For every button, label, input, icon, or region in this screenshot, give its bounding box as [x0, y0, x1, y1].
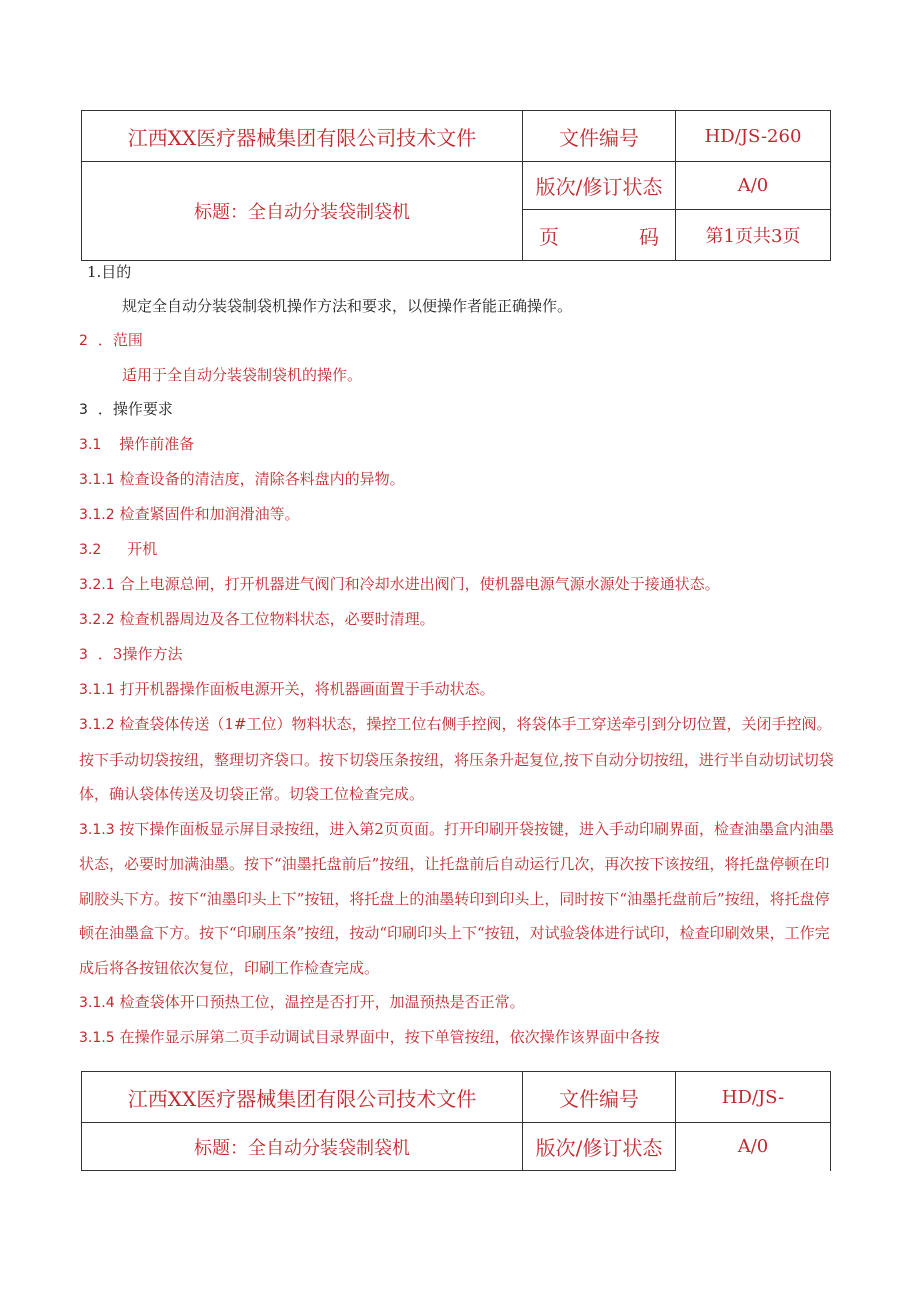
- section-3-title: ．操作要求: [97, 400, 173, 418]
- section-3-2-2-number: 3.2.2: [79, 612, 115, 628]
- section-3-3-5-number: 3.1.5: [79, 1030, 115, 1046]
- section-3-3-3-number: 3.1.3: [79, 821, 115, 838]
- section-3-1-2-number: 3.1.2: [79, 507, 115, 523]
- section-2-heading: [79, 323, 844, 358]
- section-3-3-1-text: 打开机器操作面板电源开关，将机器画面置于手动状态。: [119, 680, 495, 698]
- document-header-table: [81, 110, 831, 261]
- doc-number-label-2: 文件编号: [523, 1072, 676, 1123]
- section-3-2-1: [79, 567, 844, 602]
- section-3-2-2: [79, 602, 844, 637]
- section-3-heading: [79, 392, 844, 427]
- section-1-body: 规定全自动分装袋制袋机操作方法和要求，以便操作者能正确操作。: [122, 297, 573, 315]
- section-3-3-2-text: 检查袋体传送（1#工位）物料状态，操控工位右侧手控阀，将袋体手工穿送牵引到分切位置，关闭手控阀。按下手动切袋按纽，整理切齐袋口。按下切袋压条按纽，将压条升起复位,按下自动分切按纽，进行半自动切试切袋体，确认袋体传送及切袋正常。切袋工位检查完成。: [79, 715, 834, 803]
- section-3-1-number: 3.1: [79, 437, 102, 453]
- section-2-body: 适用于全自动分装袋制袋机的操作。: [122, 366, 363, 384]
- page-label-b: 码: [639, 224, 659, 249]
- section-3-3-3: [79, 812, 844, 986]
- section-3-2-1-number: 3.2.1: [79, 577, 115, 593]
- section-3-3-1: [79, 672, 844, 707]
- revision-label-2: 版次/修订状态: [523, 1123, 676, 1171]
- section-3-3-2-number: 3.1.2: [79, 717, 115, 733]
- section-3-3-title: ．3操作方法: [97, 645, 183, 663]
- document-header-table-2: [81, 1071, 831, 1171]
- section-3-3-5-text: 在操作显示屏第二页手动调试目录界面中，按下单管按纽，依次操作该界面中各按: [119, 1028, 660, 1046]
- doc-subject-title-2: 标题：全自动分装袋制袋机: [82, 1123, 523, 1171]
- section-3-2-1-text: 合上电源总闸，打开机器进气阀门和冷却水进出阀门，使机器电源气源水源处于接通状态。: [119, 575, 720, 593]
- page-label-a: 页: [539, 224, 559, 249]
- doc-number-label: 文件编号: [523, 111, 676, 162]
- page-label: [523, 210, 676, 261]
- section-3-1-heading: [79, 427, 844, 462]
- section-3-2-2-text: 检查机器周边及各工位物料状态，必要时清理。: [119, 610, 435, 628]
- document-body: [79, 255, 844, 1055]
- section-3-1-title: 操作前准备: [119, 435, 195, 453]
- section-3-1-1: [79, 462, 844, 497]
- section-2-number: 2: [79, 333, 88, 349]
- section-3-3-5: [79, 1020, 844, 1055]
- section-3-1-1-number: 3.1.1: [79, 472, 115, 488]
- section-3-3-4-number: 3.1.4: [79, 995, 115, 1011]
- section-3-3-3-text: 按下操作面板显示屏目录按纽，进入第2页页面。打开印刷开袋按键，进入手动印刷界面，检查油墨盒内油墨状态，必要时加满油墨。按下“油墨托盘前后”按纽，让托盘前后自动运行几次，再次按下该按纽，将托盘停顿在印刷胶头下方。按下“油墨印头上下”按钮，将托盘上的油墨转印到印头上，同时按下“油墨托盘前后”按纽，将托盘停顿在油墨盒下方。按下“印刷压条”按纽，按动“印刷印头上下“按钮，对试验袋体进行试印，检查印刷效果，工作完成后将各按钮依次复位，印刷工作检查完成。: [79, 819, 834, 977]
- revision-label: 版次/修订状态: [523, 162, 676, 210]
- company-doc-title-2: 江西XX医疗器械集团有限公司技术文件: [82, 1072, 523, 1123]
- section-3-3-number: 3: [79, 647, 88, 663]
- section-3-number: 3: [79, 402, 88, 418]
- section-2-title: ．范围: [97, 331, 143, 349]
- section-3-2-title: 开机: [127, 540, 158, 558]
- section-3-3-1-number: 3.1.1: [79, 682, 115, 698]
- section-3-3-2: [79, 707, 844, 812]
- section-1-heading: 1.目的: [87, 263, 132, 281]
- doc-number-value-2: HD/JS-: [676, 1072, 831, 1123]
- section-3-1-2-text: 检查紧固件和加润滑油等。: [119, 505, 300, 523]
- section-3-1-2: [79, 497, 844, 532]
- company-doc-title: 江西XX医疗器械集团有限公司技术文件: [82, 111, 523, 162]
- section-3-2-heading: [79, 532, 844, 567]
- section-3-2-number: 3.2: [79, 542, 102, 558]
- revision-value: A/0: [676, 162, 831, 210]
- section-3-3-4-text: 检查袋体开口预热工位，温控是否打开，加温预热是否正常。: [119, 993, 525, 1011]
- section-3-3-4: [79, 985, 844, 1020]
- section-3-3-heading: [79, 637, 844, 672]
- section-3-1-1-text: 检查设备的清洁度，清除各料盘内的异物。: [119, 470, 405, 488]
- doc-number-value: HD/JS-260: [676, 111, 831, 162]
- revision-value-2: A/0: [676, 1123, 831, 1171]
- doc-subject-title: 标题：全自动分装袋制袋机: [82, 162, 523, 261]
- page-number-value: 第1页共3页: [676, 210, 831, 261]
